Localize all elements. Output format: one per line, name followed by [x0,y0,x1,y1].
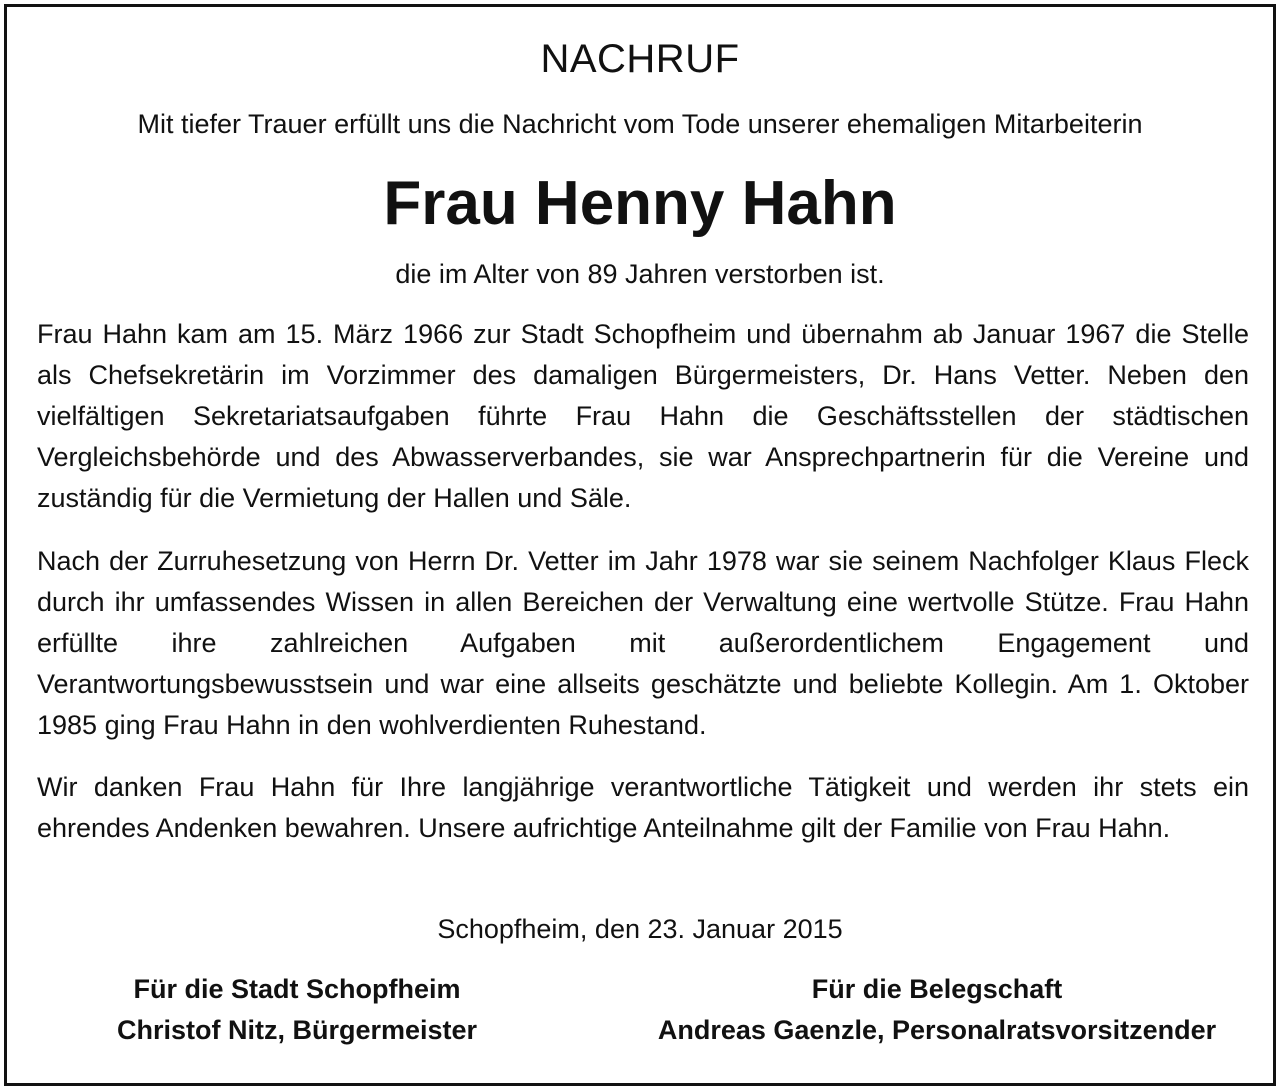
dateline: Schopfheim, den 23. Januar 2015 [437,914,843,944]
notice-heading: NACHRUF [540,37,740,81]
signature-staff-org: Für die Belegschaft [811,974,1063,1004]
paragraph-later-career: Nach der Zurruhesetzung von Herrn Dr. Vetter im Jahr 1978 war sie seinem Nachfolger Klaus Fleck durch ihr umfassendes Wissen in allen Bereichen der Verwaltung eine wertvolle Stütze. Frau Hahn erfüllte ihre zahlreichen Aufgaben mit außerordentlichem Engagement und Verantwortungsbewusstsein und war eine allseits geschätzte und beliebte Kollegin. Am 1. Oktober 1985 ging Frau Hahn in den wohlverdienten Ruhestand. [37,546,1249,740]
signature-city [47,969,547,1051]
intro-line: Mit tiefer Trauer erfüllt uns die Nachricht vom Tode unserer ehemaligen Mitarbeiterin [137,109,1143,139]
age-line: die im Alter von 89 Jahren verstorben ist. [395,259,885,289]
signature-staff-person: Andreas Gaenzle, Personalratsvorsitzender [657,1015,1217,1045]
signature-city-org: Für die Stadt Schopfheim [133,974,461,1004]
signature-city-person: Christof Nitz, Bürgermeister [116,1015,478,1045]
obituary-notice [4,4,1276,1086]
deceased-name: Frau Henny Hahn [383,169,897,238]
paragraph-thanks: Wir danken Frau Hahn für Ihre langjährige verantwortliche Tätigkeit und werden ihr stets ein ehrendes Andenken bewahren. Unsere aufrichtige Anteilnahme gilt der Familie von Frau Hahn. [37,772,1249,843]
signature-staff [607,969,1267,1051]
paragraph-career: Frau Hahn kam am 15. März 1966 zur Stadt Schopfheim und übernahm ab Januar 1967 die Stelle als Chefsekretärin im Vorzimmer des damaligen Bürgermeisters, Dr. Hans Vetter. Neben den vielfältigen Sekretariatsaufgaben führte Frau Hahn die Geschäftsstellen der städtischen Vergleichsbehörde und des Abwasserverbandes, sie war Ansprechpartnerin für die Vereine und zuständig für die Vermietung der Hallen und Säle. [37,319,1249,513]
